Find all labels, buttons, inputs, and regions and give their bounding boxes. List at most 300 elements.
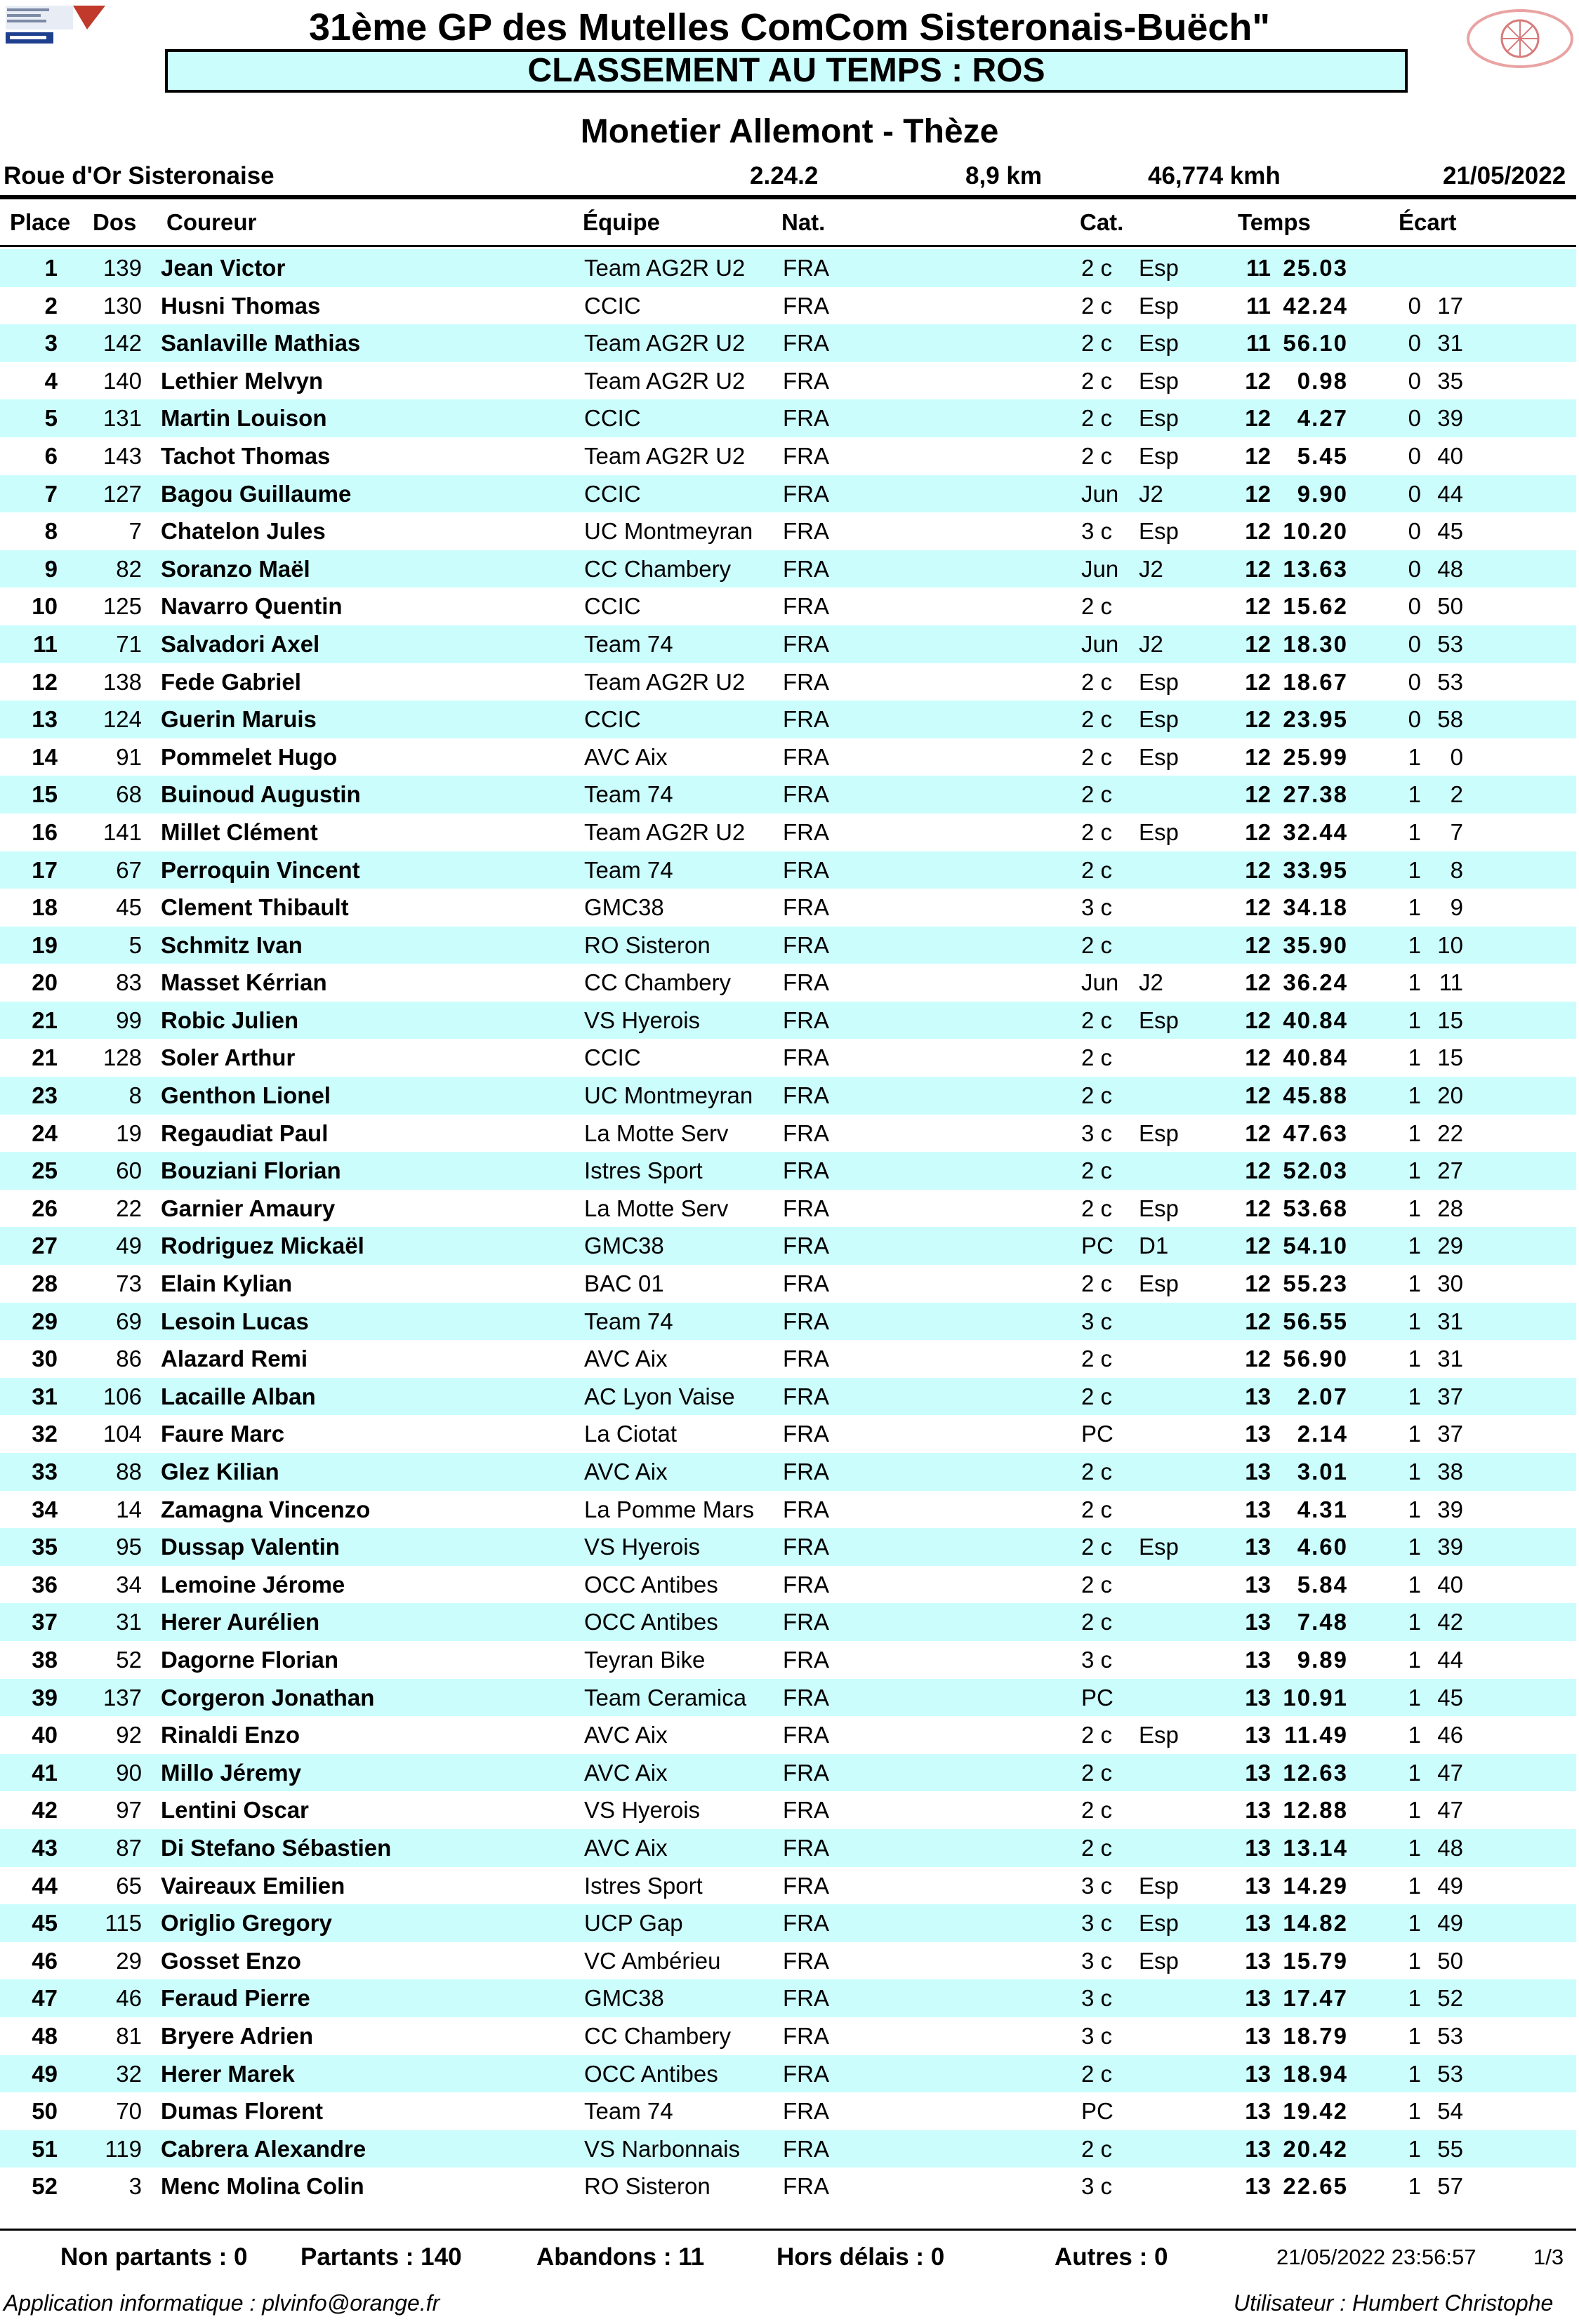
place: 32	[32, 1421, 58, 1447]
nationality: FRA	[783, 518, 829, 545]
time-minutes: 12	[1245, 1270, 1271, 1297]
bib-number: 65	[116, 1872, 142, 1899]
rider-name: Soranzo Maël	[161, 555, 310, 582]
gap-seconds: 49	[1437, 1872, 1463, 1899]
gap-minutes: 1	[1408, 2173, 1421, 2200]
table-row	[0, 1453, 1576, 1491]
gap-seconds: 31	[1437, 1346, 1463, 1372]
race-code: 2.24.2	[750, 162, 819, 190]
category: 2 c	[1081, 1082, 1113, 1109]
time-seconds: 22.65	[1283, 2173, 1348, 2200]
gap-seconds: 15	[1437, 1044, 1463, 1071]
nationality: FRA	[783, 1609, 829, 1635]
time-seconds: 40.84	[1283, 1007, 1348, 1033]
time-minutes: 12	[1245, 781, 1271, 808]
team-name: Istres Sport	[584, 1157, 703, 1184]
category: 2 c	[1081, 1346, 1113, 1372]
category: 3 c	[1081, 2022, 1113, 2049]
team-name: Team AG2R U2	[584, 330, 746, 357]
team-name: Team AG2R U2	[584, 442, 746, 469]
nationality: FRA	[783, 743, 829, 770]
nationality: FRA	[783, 1308, 829, 1334]
table-row	[0, 2055, 1576, 2093]
time-minutes: 12	[1245, 1308, 1271, 1334]
time-seconds: 56.90	[1283, 1346, 1348, 1372]
category: 3 c	[1081, 1308, 1113, 1334]
category: 3 c	[1081, 1872, 1113, 1899]
rider-name: Perroquin Vincent	[161, 856, 360, 883]
bib-number: 45	[116, 894, 142, 921]
place: 49	[32, 2060, 58, 2087]
time-minutes: 12	[1245, 743, 1271, 770]
sub-category: Esp	[1139, 1195, 1179, 1221]
gap-seconds: 58	[1437, 706, 1463, 733]
place: 42	[32, 1797, 58, 1824]
table-row	[0, 964, 1576, 1002]
bib-number: 139	[103, 255, 142, 281]
nationality: FRA	[783, 668, 829, 695]
bib-number: 127	[103, 480, 142, 507]
time-seconds: 55.23	[1283, 1270, 1348, 1297]
place: 47	[32, 1985, 58, 2012]
rider-name: Di Stefano Sébastien	[161, 1834, 392, 1861]
classification-banner	[165, 49, 1408, 93]
team-name: Team 74	[584, 856, 673, 883]
bib-number: 29	[116, 1947, 142, 1974]
gap-minutes: 1	[1408, 781, 1421, 808]
bib-number: 86	[116, 1346, 142, 1372]
rider-name: Origlio Gregory	[161, 1910, 332, 1937]
table-row	[0, 1227, 1576, 1265]
nationality: FRA	[783, 1270, 829, 1297]
gap-seconds: 20	[1437, 1082, 1463, 1109]
time-seconds: 18.67	[1283, 668, 1348, 695]
gap-minutes: 1	[1408, 1872, 1421, 1899]
rider-name: Lesoin Lucas	[161, 1308, 309, 1334]
bib-number: 92	[116, 1722, 142, 1748]
gap-seconds: 57	[1437, 2173, 1463, 2200]
bib-number: 99	[116, 1007, 142, 1033]
gap-seconds: 48	[1437, 555, 1463, 582]
time-minutes: 13	[1245, 1985, 1271, 2012]
time-seconds: 42.24	[1283, 292, 1348, 319]
gap-minutes: 1	[1408, 2135, 1421, 2162]
bib-number: 73	[116, 1270, 142, 1297]
gap-minutes: 1	[1408, 1308, 1421, 1334]
time-minutes: 12	[1245, 1346, 1271, 1372]
gap-seconds: 45	[1437, 518, 1463, 545]
category: Jun	[1081, 480, 1119, 507]
team-name: VS Hyerois	[584, 1534, 701, 1560]
category: 2 c	[1081, 1759, 1113, 1786]
outside-time-limit: Hors délais : 0	[777, 2243, 945, 2271]
abandons: Abandons : 11	[536, 2243, 705, 2271]
time-seconds: 52.03	[1283, 1157, 1348, 1184]
time-minutes: 13	[1245, 1646, 1271, 1673]
table-row	[0, 362, 1576, 400]
gap-seconds: 47	[1437, 1759, 1463, 1786]
time-minutes: 12	[1245, 668, 1271, 695]
table-row	[0, 1002, 1576, 1040]
gap-minutes: 1	[1408, 969, 1421, 996]
time-seconds: 5.45	[1297, 442, 1348, 469]
team-name: CC Chambery	[584, 969, 732, 996]
gap-minutes: 1	[1408, 1947, 1421, 1974]
category: 2 c	[1081, 1834, 1113, 1861]
nationality: FRA	[783, 292, 829, 319]
category: 2 c	[1081, 405, 1113, 432]
team-name: UCP Gap	[584, 1910, 683, 1937]
team-name: Team AG2R U2	[584, 818, 746, 845]
category: 2 c	[1081, 1722, 1113, 1748]
gap-minutes: 0	[1408, 555, 1421, 582]
table-row	[0, 1190, 1576, 1228]
time-seconds: 15.79	[1283, 1947, 1348, 1974]
time-seconds: 3.01	[1297, 1459, 1348, 1485]
rider-name: Herer Aurélien	[161, 1609, 320, 1635]
bib-number: 46	[116, 1985, 142, 2012]
time-seconds: 5.84	[1297, 1571, 1348, 1598]
place: 15	[32, 781, 58, 808]
category: 2 c	[1081, 442, 1113, 469]
team-name: GMC38	[584, 1233, 664, 1259]
time-minutes: 11	[1246, 330, 1271, 357]
table-row	[0, 663, 1576, 701]
nationality: FRA	[783, 1195, 829, 1221]
category: 2 c	[1081, 1496, 1113, 1522]
gap-seconds: 11	[1439, 969, 1463, 996]
table-row	[0, 437, 1576, 475]
time-minutes: 13	[1245, 1496, 1271, 1522]
team-name: CCIC	[584, 593, 641, 620]
place: 38	[32, 1646, 58, 1673]
time-seconds: 35.90	[1283, 931, 1348, 958]
table-row	[0, 1867, 1576, 1905]
time-seconds: 33.95	[1283, 856, 1348, 883]
nationality: FRA	[783, 1910, 829, 1937]
rider-name: Soler Arthur	[161, 1044, 296, 1071]
sub-category: Esp	[1139, 518, 1179, 545]
team-name: Team Ceramica	[584, 1684, 747, 1711]
table-row	[0, 1303, 1576, 1341]
rider-name: Gosset Enzo	[161, 1947, 301, 1974]
table-row	[0, 700, 1576, 738]
time-seconds: 36.24	[1283, 969, 1348, 996]
gap-seconds: 22	[1437, 1120, 1463, 1146]
sub-category: J2	[1139, 480, 1163, 507]
category: 2 c	[1081, 1007, 1113, 1033]
bib-number: 91	[116, 743, 142, 770]
gap-minutes: 1	[1408, 1157, 1421, 1184]
place: 21	[32, 1044, 58, 1071]
gap-seconds: 44	[1437, 480, 1463, 507]
time-seconds: 13.14	[1283, 1834, 1348, 1861]
rider-name: Regaudiat Paul	[161, 1120, 329, 1146]
bib-number: 106	[103, 1383, 142, 1409]
gap-seconds: 53	[1437, 668, 1463, 695]
table-row	[0, 1942, 1576, 1980]
team-name: AC Lyon Vaise	[584, 1383, 735, 1409]
gap-minutes: 1	[1408, 1044, 1421, 1071]
time-minutes: 12	[1245, 442, 1271, 469]
category: 2 c	[1081, 1195, 1113, 1221]
team-name: Team 74	[584, 781, 673, 808]
place: 39	[32, 1684, 58, 1711]
rider-name: Corgeron Jonathan	[161, 1684, 375, 1711]
sub-category: Esp	[1139, 367, 1179, 394]
time-seconds: 0.98	[1297, 367, 1348, 394]
place: 50	[32, 2098, 58, 2125]
place: 9	[44, 555, 58, 582]
rider-name: Schmitz Ivan	[161, 931, 303, 958]
category: Jun	[1081, 630, 1119, 657]
team-name: VS Narbonnais	[584, 2135, 740, 2162]
time-seconds: 40.84	[1283, 1044, 1348, 1071]
nationality: FRA	[783, 1157, 829, 1184]
gap-minutes: 0	[1408, 630, 1421, 657]
gap-minutes: 1	[1408, 931, 1421, 958]
place: 17	[32, 856, 58, 883]
rider-name: Navarro Quentin	[161, 593, 343, 620]
table-row	[0, 1641, 1576, 1679]
category: PC	[1081, 2098, 1114, 2125]
bib-number: 60	[116, 1157, 142, 1184]
team-name: La Pomme Mars	[584, 1496, 755, 1522]
table-row	[0, 1566, 1576, 1604]
rider-name: Glez Kilian	[161, 1459, 279, 1485]
time-minutes: 13	[1245, 2022, 1271, 2049]
rider-name: Dagorne Florian	[161, 1646, 339, 1673]
place: 13	[32, 706, 58, 733]
gap-minutes: 0	[1408, 706, 1421, 733]
gap-minutes: 1	[1408, 1007, 1421, 1033]
time-minutes: 12	[1245, 593, 1271, 620]
gap-minutes: 1	[1408, 1346, 1421, 1372]
gap-minutes: 1	[1408, 818, 1421, 845]
time-minutes: 13	[1245, 1609, 1271, 1635]
time-minutes: 13	[1245, 1383, 1271, 1409]
time-seconds: 18.79	[1283, 2022, 1348, 2049]
team-name: Team 74	[584, 630, 673, 657]
bib-number: 125	[103, 593, 142, 620]
place: 11	[33, 630, 58, 657]
bib-number: 14	[116, 1496, 142, 1522]
category: 2 c	[1081, 931, 1113, 958]
time-seconds: 18.30	[1283, 630, 1348, 657]
place: 7	[44, 480, 58, 507]
rider-name: Rodriguez Mickaël	[161, 1233, 364, 1259]
table-row	[0, 1115, 1576, 1153]
gap-seconds: 2	[1450, 781, 1463, 808]
time-minutes: 12	[1245, 1120, 1271, 1146]
time-seconds: 25.99	[1283, 743, 1348, 770]
print-timestamp: 21/05/2022 23:56:57	[1276, 2245, 1476, 2269]
bib-number: 115	[105, 1910, 142, 1937]
rider-name: Lethier Melvyn	[161, 367, 324, 394]
team-name: Team AG2R U2	[584, 255, 746, 281]
category: 2 c	[1081, 1383, 1113, 1409]
nationality: FRA	[783, 1985, 829, 2012]
bib-number: 3	[128, 2173, 142, 2200]
rider-name: Elain Kylian	[161, 1270, 293, 1297]
nationality: FRA	[783, 2098, 829, 2125]
team-name: BAC 01	[584, 1270, 664, 1297]
sub-category: Esp	[1139, 442, 1179, 469]
classification-title: CLASSEMENT AU TEMPS : ROS	[527, 52, 1045, 89]
time-seconds: 25.03	[1283, 255, 1348, 281]
place: 30	[32, 1346, 58, 1372]
time-seconds: 45.88	[1283, 1082, 1348, 1109]
time-minutes: 13	[1245, 1459, 1271, 1485]
race-date: 21/05/2022	[1443, 162, 1566, 190]
time-minutes: 13	[1245, 1421, 1271, 1447]
place: 43	[32, 1834, 58, 1861]
col-rider: Coureur	[166, 209, 257, 235]
time-seconds: 2.07	[1297, 1383, 1348, 1409]
col-place: Place	[10, 209, 71, 235]
nationality: FRA	[783, 330, 829, 357]
time-seconds: 4.31	[1297, 1496, 1348, 1522]
sub-category: Esp	[1139, 292, 1179, 319]
time-seconds: 4.60	[1297, 1534, 1348, 1560]
gap-minutes: 0	[1408, 480, 1421, 507]
col-nat: Nat.	[781, 209, 826, 235]
category: 2 c	[1081, 1270, 1113, 1297]
time-minutes: 12	[1245, 518, 1271, 545]
nationality: FRA	[783, 442, 829, 469]
gap-minutes: 1	[1408, 1383, 1421, 1409]
time-minutes: 11	[1246, 255, 1271, 281]
team-name: La Ciotat	[584, 1421, 678, 1447]
bib-number: 143	[103, 442, 142, 469]
rider-name: Fede Gabriel	[161, 668, 301, 695]
place: 1	[44, 255, 58, 281]
sub-category: J2	[1139, 555, 1163, 582]
rider-name: Menc Molina Colin	[161, 2173, 364, 2200]
gap-seconds: 39	[1437, 405, 1463, 432]
bib-number: 90	[116, 1759, 142, 1786]
category: 2 c	[1081, 1609, 1113, 1635]
gap-seconds: 28	[1437, 1195, 1463, 1221]
gap-minutes: 1	[1408, 1646, 1421, 1673]
rider-name: Zamagna Vincenzo	[161, 1496, 371, 1522]
gap-minutes: 1	[1408, 2098, 1421, 2125]
rider-name: Guerin Maruis	[161, 706, 317, 733]
time-minutes: 13	[1245, 1910, 1271, 1937]
gap-minutes: 1	[1408, 1759, 1421, 1786]
gap-seconds: 39	[1437, 1496, 1463, 1522]
nationality: FRA	[783, 1383, 829, 1409]
average-speed: 46,774 kmh	[1148, 162, 1281, 190]
bib-number: 88	[116, 1459, 142, 1485]
time-seconds: 19.42	[1283, 2098, 1348, 2125]
category: 2 c	[1081, 1157, 1113, 1184]
time-minutes: 13	[1245, 1534, 1271, 1560]
rider-name: Bagou Guillaume	[161, 480, 352, 507]
table-row	[0, 625, 1576, 663]
category: 3 c	[1081, 2173, 1113, 2200]
gap-minutes: 1	[1408, 743, 1421, 770]
table-row	[0, 1340, 1576, 1378]
category: 2 c	[1081, 743, 1113, 770]
rider-name: Jean Victor	[161, 255, 286, 281]
team-name: AVC Aix	[584, 1459, 668, 1485]
sub-category: J2	[1139, 630, 1163, 657]
sub-category: Esp	[1139, 706, 1179, 733]
time-seconds: 14.29	[1283, 1872, 1348, 1899]
place: 28	[32, 1270, 58, 1297]
nationality: FRA	[783, 931, 829, 958]
team-name: RO Sisteron	[584, 2173, 711, 2200]
team-name: CCIC	[584, 1044, 641, 1071]
bib-number: 124	[103, 706, 142, 733]
team-name: AVC Aix	[584, 1346, 668, 1372]
sub-category: Esp	[1139, 255, 1179, 281]
bib-number: 68	[116, 781, 142, 808]
team-name: CC Chambery	[584, 2022, 732, 2049]
time-seconds: 53.68	[1283, 1195, 1348, 1221]
nationality: FRA	[783, 1571, 829, 1598]
rider-name: Clement Thibault	[161, 894, 349, 921]
rider-name: Genthon Lionel	[161, 1082, 331, 1109]
sub-category: Esp	[1139, 1722, 1179, 1748]
time-minutes: 12	[1245, 1157, 1271, 1184]
summary-row	[0, 2239, 1579, 2276]
gap-minutes: 1	[1408, 1496, 1421, 1522]
starters: Partants : 140	[300, 2243, 462, 2271]
place: 29	[32, 1308, 58, 1334]
bib-number: 97	[116, 1797, 142, 1824]
nationality: FRA	[783, 1496, 829, 1522]
bib-number: 49	[116, 1233, 142, 1259]
time-minutes: 12	[1245, 931, 1271, 958]
rider-name: Alazard Remi	[161, 1346, 308, 1372]
sub-category: Esp	[1139, 330, 1179, 357]
gap-minutes: 1	[1408, 1233, 1421, 1259]
category: 2 c	[1081, 255, 1113, 281]
place: 18	[32, 894, 58, 921]
place: 8	[44, 518, 58, 545]
time-seconds: 4.27	[1297, 405, 1348, 432]
bib-number: 8	[128, 1082, 142, 1109]
gap-minutes: 1	[1408, 1270, 1421, 1297]
table-row	[0, 1791, 1576, 1829]
time-minutes: 13	[1245, 2135, 1271, 2162]
bib-number: 140	[103, 367, 142, 394]
results-table	[0, 249, 1576, 2205]
nationality: FRA	[783, 1947, 829, 1974]
gap-minutes: 1	[1408, 2060, 1421, 2087]
rider-name: Dumas Florent	[161, 2098, 324, 2125]
place: 36	[32, 1571, 58, 1598]
rider-name: Feraud Pierre	[161, 1985, 310, 2012]
category: 2 c	[1081, 593, 1113, 620]
nationality: FRA	[783, 2060, 829, 2087]
table-row	[0, 2092, 1576, 2130]
nationality: FRA	[783, 1759, 829, 1786]
col-time: Temps	[1238, 209, 1311, 235]
time-minutes: 13	[1245, 1797, 1271, 1824]
nationality: FRA	[783, 1082, 829, 1109]
team-name: VC Ambérieu	[584, 1947, 721, 1974]
gap-seconds: 52	[1437, 1985, 1463, 2012]
time-seconds: 47.63	[1283, 1120, 1348, 1146]
sub-category: Esp	[1139, 1947, 1179, 1974]
table-row	[0, 738, 1576, 776]
gap-seconds: 47	[1437, 1797, 1463, 1824]
gap-minutes: 0	[1408, 367, 1421, 394]
rider-name: Herer Marek	[161, 2060, 295, 2087]
